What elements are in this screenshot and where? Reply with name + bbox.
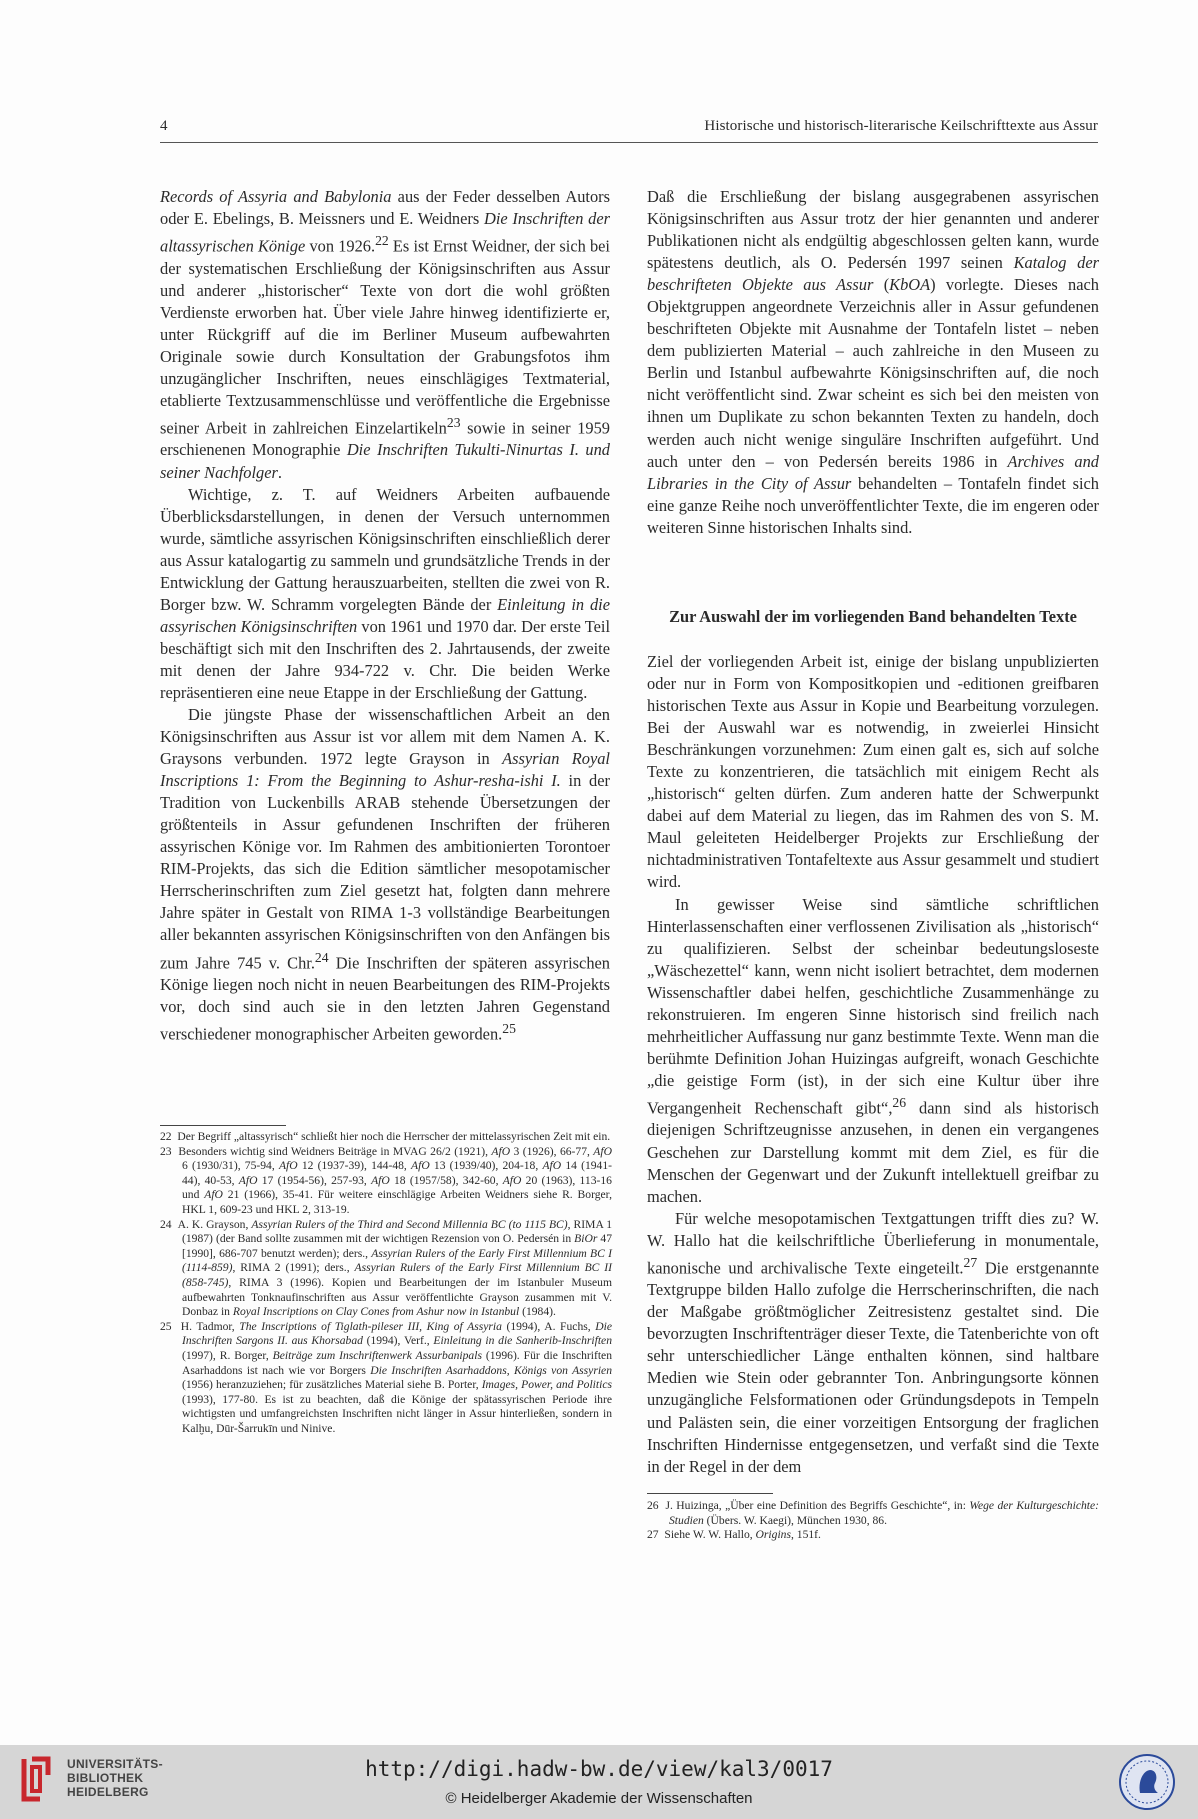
footnotes-right: [647, 1499, 1099, 1543]
footnote-rule-right: [647, 1493, 773, 1494]
footnote: 26 J. Huizinga, „Über eine Definition des Begriffs Geschichte“, in: Wege der Kulturgeschichte: Studien (Übers. W. Kaegi), München 1930, 86.: [647, 1499, 1099, 1527]
footnote: 25 H. Tadmor, The Inscriptions of Tiglath-pileser III, King of Assyria (1994), A. Fuchs, Die Inschriften Sargons II. aus Khorsabad (1994), Verf., Einleitung in die Sanherib-Inschriften (1997), R. Borger, Beiträge zum Inschriftenwerk Assurbanipals (1996). Für die Inschriften Asarhaddons ist nach wie vor Borgers Die Inschriften Asarhaddons, Königs von Assyrien (1956) heranzuziehen; für zusätzliches Material siehe B. Porter, Images, Power, and Politics (1993), 177-80. Es ist zu beachten, daß die Könige der spätassyrischen Periode ihre wichtigsten und umfangreichsten Inschriften nicht länger in Assur hinterließen, sondern in Kalḫu, Dūr-Šarrukīn und Ninive.: [160, 1319, 612, 1435]
footnote: 24 A. K. Grayson, Assyrian Rulers of the Third and Second Millennia BC (to 1115 BC), RIMA 1 (1987) (der Band sollte zusammen mit der wichtigen Rezension von O. Pedersén in BiOr 47 [1990], 686-707 benutzt werden); ders., Assyrian Rulers of the Early First Millennium BC I (1114-859), RIMA 2 (1991); ders., Assyrian Rulers of the Early First Millennium BC II (858-745), RIMA 3 (1996). Kopien und Bearbeitungen der im Istanbuler Museum aufbewahrten Tonknaufinschriften aus Assur veröffentlichte Grayson zusammen mit V. Donbaz in Royal Inscriptions on Clay Cones from Ashur now in Istanbul (1984).: [160, 1217, 612, 1319]
footnotes-left: [160, 1130, 612, 1436]
library-name-line: HEIDELBERG: [67, 1785, 149, 1799]
body-paragraph: In gewisser Weise sind sämtliche schriftlichen Hinterlassenschaften einer verflossenen Zivilisation als „historisch“ zu qualifizieren. Selbst der scheinbar bedeutungsloseste „Wäschezettel“ kann, wenn nicht isoliert betrachtet, dem modernen Wissenschaftler dabei helfen, geschichtliche Zusammenhänge zu rekonstruieren. Im engeren Sinne historisch sind freilich nach mehrheitlicher Auffassung nur ganz bestimmte Texte. Wenn man die berühmte Definition Johan Huizingas aufgreift, wonach Geschichte „die geistige Form (ist), in der sich eine Kultur über ihre Vergangenheit Rechenschaft gibt“,$^{26}$ dann sind als historisch diejenigen Schriftzeugnisse anzusehen, in denen ein vergangenes Geschehen zur Darstellung kommt mit dem Ziel, es für die Menschen der Gegenwart und der Zukunft intellektuell greifbar zu machen.: [647, 894, 1099, 1206]
page-number: 4: [160, 118, 168, 134]
right-column-bottom: [647, 651, 1099, 1478]
left-column: [160, 186, 610, 1046]
footnote: 23 Besonders wichtig sind Weidners Beiträge in MVAG 26/2 (1921), AfO 3 (1926), 66-77, AfO 6 (1930/31), 75-94, AfO 12 (1937-39), 144-48, AfO 13 (1939/40), 204-18, AfO 14 (1941-44), 40-53, AfO 17 (1954-56), 257-93, AfO 18 (1957/58), 342-60, AfO 20 (1963), 113-16 und AfO 21 (1966), 35-41. Für weitere einschlägige Arbeiten Weidners siehe R. Borger, HKL 1, 609-23 und HKL 2, 313-19.: [160, 1144, 613, 1216]
copyright-notice: © Heidelberger Akademie der Wissenschaften: [445, 1790, 753, 1807]
body-paragraph: Die jüngste Phase der wissenschaftlichen Arbeit an den Königsinschriften aus Assur ist vor allem mit dem Namen A. K. Graysons verbunden. 1972 legte Grayson in Assyrian Royal Inscriptions 1: From the Beginning to Ashur-resha-ishi I. in der Tradition von Luckenbills ARAB stehende Übersetzungen der größtenteils in Assur gefundenen Inschriften der früheren assyrischen Könige vor. Im Rahmen des ambitionierten Torontoer RIM-Projekts, das sich die Edition sämtlicher mesopotamischer Herrscherinschriften zum Ziel gesetzt hat, folgten dann mehrere Jahre später in Gestalt von RIMA 1-3 vollständige Bearbeitungen aller bekannten assyrischen Königsinschriften von den Anfängen bis zum Jahre 745 v. Chr.$^{24}$ Die Inschriften der späteren assyrischen Könige liegen noch nicht in neuen Bearbeitungen des RIM-Projekts vor, doch sind auch sie in den letzten Jahren Gegenstand verschiedener monographischer Arbeiten geworden.$^{25}$: [160, 705, 610, 1044]
body-paragraph: Daß die Erschließung der bislang ausgegrabenen assyrischen Königsinschriften aus Assur trotz der hier genannten und anderer Publikationen nicht als endgültig abgeschlossen gelten kann, wurde spätestens deutlich, als O. Pedersén 1997 seinen Katalog der beschrifteten Objekte aus Assur (KbOA) vorlegte. Dieses nach Objektgruppen angeordnete Verzeichnis aller in Assur gefundenen beschrifteten Objekte mit Ausnahme der Tontafeln listet – neben dem publizierten Material – auch zahlreiche in den Museen zu Berlin und Istanbul aufbewahrte Königsinschriften auf, die noch nicht veröffentlicht sind. Zwar scheint es sich bei den meisten von ihnen um Duplikate zu schon bekannten Texten zu handeln, doch werden auch nicht wenige singuläre Inschriften aufgeführt. Und auch unter den – von Pedersén bereits 1986 in Archives and Libraries in the City of Assur behandelten – Tontafeln findet sich eine ganze Reihe noch unveröffentlichter Texte, die im engeren oder weiteren Sinne historischen Inhalts sind.: [647, 187, 1099, 537]
footnote: 22 Der Begriff „altassyrisch“ schließt hier noch die Herrscher der mittelassyrischen Zeit mit ein.: [160, 1130, 611, 1143]
footnote: 27 Siehe W. W. Hallo, Origins, 151f.: [647, 1528, 821, 1542]
digitization-footer: [0, 1745, 1198, 1819]
section-heading: Zur Auswahl der im vorliegenden Band behandelten Texte: [669, 607, 1077, 626]
running-title: Historische und historisch-literarische Keilschrifttexte aus Assur: [704, 118, 1098, 134]
academy-seal-icon: [1118, 1753, 1176, 1811]
header-rule: [160, 142, 1098, 143]
library-name-line: UNIVERSITÄTS-: [67, 1757, 163, 1771]
library-name-line: BIBLIOTHEK: [67, 1771, 144, 1785]
body-paragraph: Wichtige, z. T. auf Weidners Arbeiten aufbauende Überblicksdarstellungen, in denen der Versuch unternommen wurde, sämtliche assyrischen Königsinschriften einschließlich derer aus Assur katalogartig zu sammeln und grundsätzliche Trends in der Entwicklung der Gattung herauszuarbeiten, stellten die zwei von R. Borger bzw. W. Schramm vorgelegten Bände der Einleitung in die assyrischen Königsinschriften von 1961 und 1970 dar. Der erste Teil beschäftigt sich mit den Inschriften des 2. Jahrtausends, der zweite mit denen der Jahre 934-722 v. Chr. Die beiden Werke repräsentieren eine neue Etappe in der Erschließung der Gattung.: [160, 484, 611, 702]
right-column-top: [647, 186, 1099, 539]
body-paragraph: Für welche mesopotamischen Textgattungen trifft dies zu? W. W. Hallo hat die keilschriftliche Überlieferung in monumentale, kanonische und archivalische Texte eingeteilt.$^{27}$ Die erstgenannte Textgruppe bilden Hallo zufolge die Herrscherinschriften, die nach der Maßgabe größtmöglicher Zeitresistenz gestaltet sind. Die bevorzugten Inschriftenträger dieser Texte, die Tatenberichte von oft sehr unterschiedlicher Länge enthalten können, sind haltbare Medien wie Stein oder gebrannter Ton. Anbringungsorte können unzugängliche Felsformationen oder Gründungsdepots in Tempeln und Palästen sein, die einer vorzeitigen Entsorgung der fraglichen Inschriften Hindernisse entgegensetzen, und verfaßt sind die Texte in der Regel in der dem: [647, 1208, 1100, 1476]
permalink[interactable]: http://digi.hadw-bw.de/view/kal3/0017: [365, 1757, 833, 1781]
footnote-rule-left: [160, 1125, 286, 1126]
body-paragraph: Records of Assyria and Babylonia aus der Feder desselben Autors oder E. Ebelings, B. Meissners und E. Weidners Die Inschriften der altassyrischen Könige von 1926.22 Es ist Ernst Weidner, der sich bei der systematischen Erschließung der Königsinschriften aus Assur und anderer „historischer“ Texte von dort die wohl größten Verdienste erworben hat. Über viele Jahre hinweg identifizierte er, unter Rückgriff auf die im Berliner Museum aufbewahrten Originale sowie durch Konsultation der Grabungsfotos ihm unzugänglicher Inschriften, neues einschlägiges Textmaterial, etablierte Textzusammenschlüsse und veröffentliche die Ergebnisse seiner Arbeit in zahlreichen Einzelartikeln$^{23}$ sowie in seiner 1959 erschienenen Monographie Die Inschriften Tukulti-Ninurtas I. und seiner Nachfolger.: [160, 187, 610, 482]
body-paragraph: Ziel der vorliegenden Arbeit ist, einige der bislang unpublizierten oder nur in Form von Kompositkopien und -editionen greifbaren historischen Texte aus Assur in Kopie und Bearbeitung vorzulegen. Bei der Auswahl war es notwendig, in zweierlei Hinsicht Beschränkungen vorzunehmen: Zum einen galt es, sich auf solche Texte zu konzentrieren, die tatsächlich mit einigem Recht als „historisch“ gelten dürfen. Zum anderen hatte der Schwerpunkt dabei auf dem Material zu liegen, das im Rahmen des von S. M. Maul geleiteten Heidelberger Projekts zur Erschließung der nichtadministrativen Tontafeltexte aus Assur gesammelt und studiert wird.: [647, 652, 1099, 892]
